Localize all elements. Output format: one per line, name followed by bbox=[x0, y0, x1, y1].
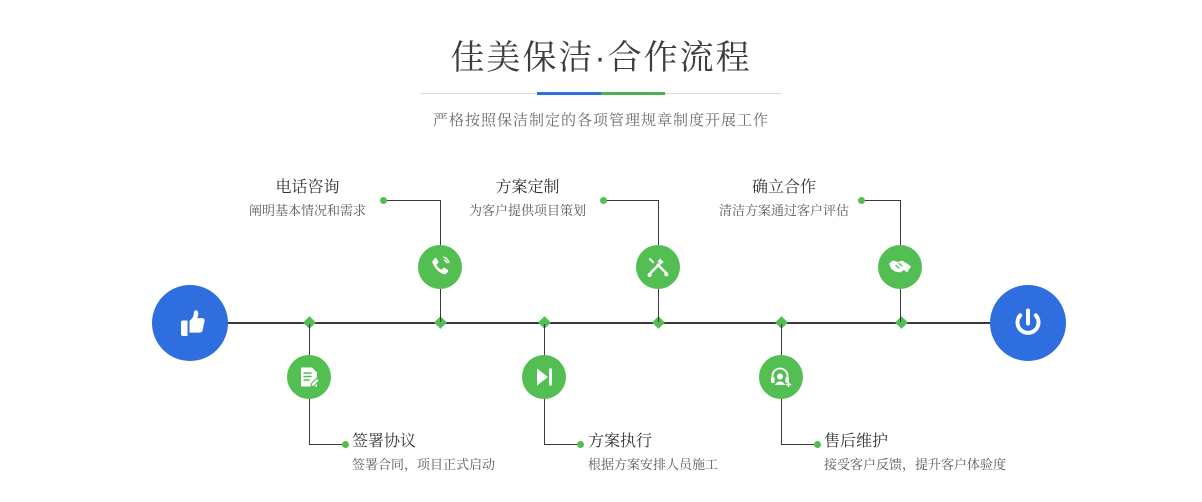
step-desc-5: 清洁方案通过客户评估 bbox=[718, 203, 849, 218]
connector-line bbox=[544, 324, 545, 355]
step-desc-1: 阐明基本情况和需求 bbox=[248, 203, 366, 218]
connector-line bbox=[309, 399, 310, 444]
connector-line bbox=[309, 444, 345, 445]
play-forward-icon bbox=[531, 364, 557, 390]
title-divider bbox=[421, 92, 781, 95]
connector-line bbox=[658, 200, 659, 245]
step-label-1 bbox=[235, 177, 380, 221]
connector-line bbox=[781, 444, 817, 445]
page-subtitle: 严格按照保洁制定的各项管理规章制度开展工作 bbox=[432, 112, 769, 129]
step-icon-2 bbox=[287, 355, 331, 399]
connector-line bbox=[440, 200, 441, 245]
connector-line bbox=[544, 444, 580, 445]
connector-dot bbox=[577, 441, 584, 448]
handshake-icon bbox=[887, 254, 913, 280]
step-icon-4 bbox=[522, 355, 566, 399]
thumbs-up-icon bbox=[170, 303, 210, 343]
connector-dot bbox=[814, 441, 821, 448]
connector-dot bbox=[342, 441, 349, 448]
connector-line bbox=[861, 200, 901, 201]
step-label-5 bbox=[710, 177, 858, 221]
step-desc-2: 签署合同，项目正式启动 bbox=[352, 457, 496, 472]
step-desc-3: 为客户提供项目策划 bbox=[468, 203, 586, 218]
axis-marker bbox=[895, 316, 908, 329]
flow-start-node bbox=[152, 285, 228, 361]
connector-dot bbox=[600, 197, 607, 204]
step-title-4: 方案执行 bbox=[588, 433, 653, 450]
tools-icon bbox=[645, 254, 671, 280]
phone-call-icon bbox=[427, 254, 453, 280]
connector-line bbox=[544, 399, 545, 444]
process-flow bbox=[0, 150, 1202, 502]
step-icon-3 bbox=[636, 245, 680, 289]
connector-line bbox=[440, 289, 441, 322]
connector-line bbox=[603, 200, 659, 201]
page-title: 佳美保洁·合作流程 bbox=[450, 39, 752, 77]
connector-line bbox=[781, 399, 782, 444]
connector-line bbox=[309, 324, 310, 355]
step-title-6: 售后维护 bbox=[824, 433, 889, 450]
step-label-3 bbox=[455, 177, 600, 221]
connector-line bbox=[900, 289, 901, 322]
connector-line bbox=[383, 200, 441, 201]
step-label-2 bbox=[352, 431, 552, 475]
step-label-6 bbox=[824, 431, 1074, 475]
step-title-5: 确立合作 bbox=[751, 179, 816, 196]
step-icon-5 bbox=[878, 245, 922, 289]
headset-support-icon bbox=[768, 364, 794, 390]
step-title-1: 电话咨询 bbox=[275, 179, 340, 196]
connector-line bbox=[781, 324, 782, 355]
power-icon bbox=[1008, 303, 1048, 343]
step-icon-1 bbox=[418, 245, 462, 289]
page-header bbox=[0, 0, 1202, 130]
step-desc-4: 根据方案安排人员施工 bbox=[588, 457, 719, 472]
step-icon-6 bbox=[759, 355, 803, 399]
flow-end-node bbox=[990, 285, 1066, 361]
document-edit-icon bbox=[296, 364, 322, 390]
divider-blue-segment bbox=[537, 92, 601, 95]
divider-green-segment bbox=[601, 92, 665, 95]
connector-line bbox=[900, 200, 901, 245]
step-desc-6: 接受客户反馈，提升客户体验度 bbox=[824, 457, 1007, 472]
step-label-4 bbox=[588, 431, 788, 475]
connector-line bbox=[658, 289, 659, 322]
step-title-3: 方案定制 bbox=[495, 179, 560, 196]
connector-dot bbox=[380, 197, 387, 204]
step-title-2: 签署协议 bbox=[352, 433, 417, 450]
connector-dot bbox=[858, 197, 865, 204]
